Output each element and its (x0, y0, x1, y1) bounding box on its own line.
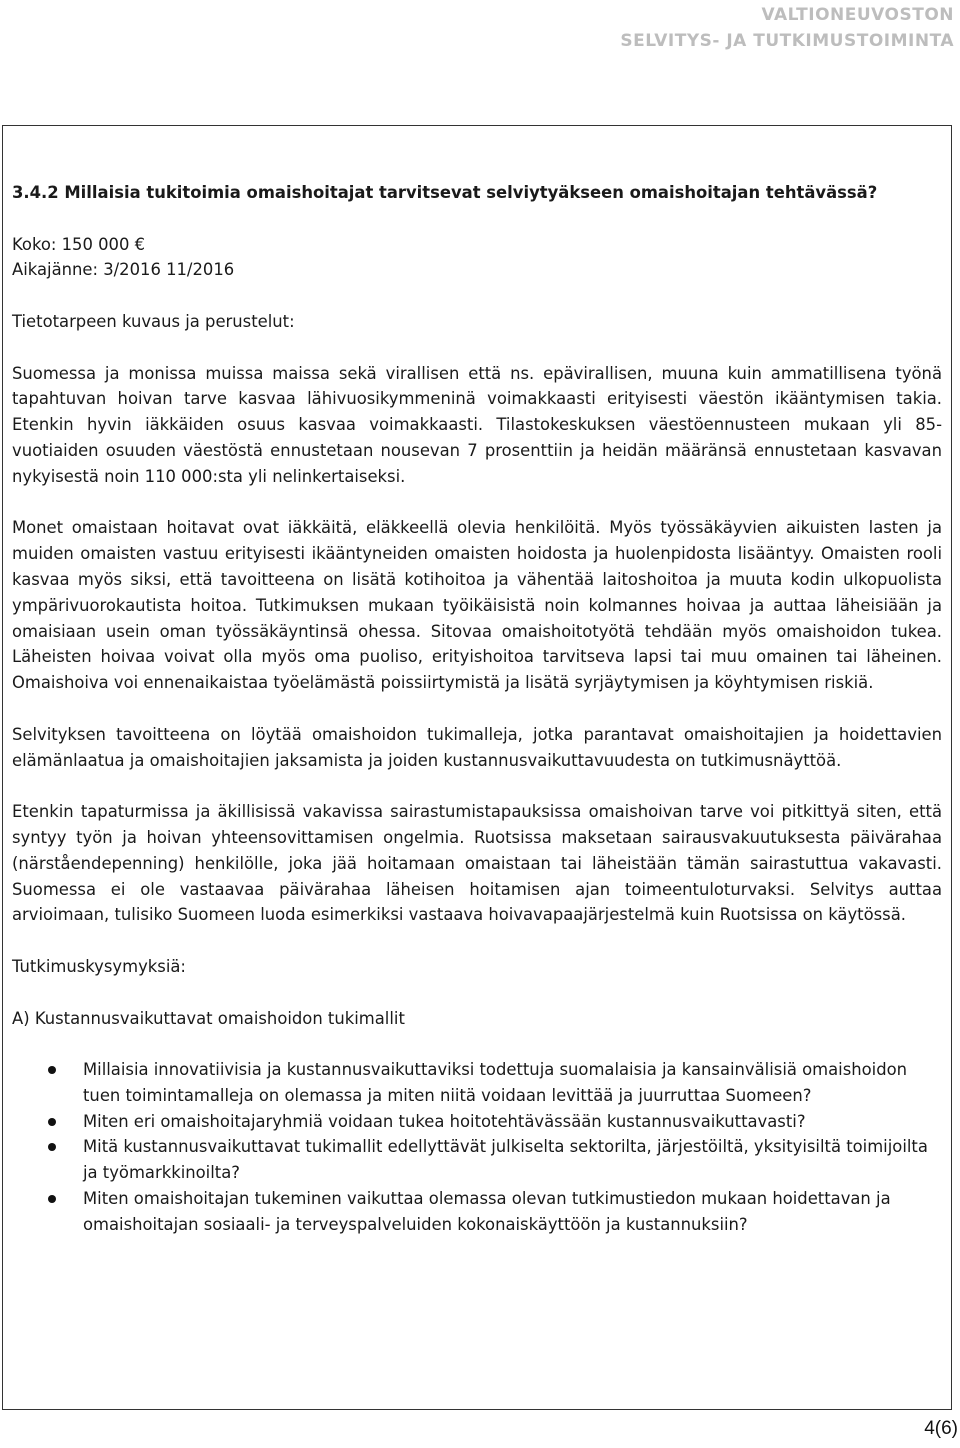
size-line: Koko: 150 000 € (12, 234, 146, 254)
paragraph-4: Etenkin tapaturmissa ja äkillisissä vakavissa sairastumistapauksissa omaishoivan tarve voi pitkittyä siten, että syntyy työn ja hoivan yhteensovittamisen ongelmia. Ruotsissa maksetaan sairausvakuutuksesta päivärahaa (närståendepenning) henkilölle, joka jää hoitamaan omaistaan tai läheistään tämän sairastuttua vakavasti. Suomessa ei ole vastaavaa päivärahaa läheisen hoitamisen ajan toimeentuloturvaksi. Selvitys auttaa arvioimaan, tulisiko Suomeen luoda esimerkiksi vastaava hoivavapaajärjestelmä kuin Ruotsissa on käytössä. (12, 802, 942, 925)
page-number: 4(6) (924, 1418, 958, 1439)
header-line-1: VALTIONEUVOSTON (761, 5, 954, 25)
list-item: Miten omaishoitajan tukeminen vaikuttaa olemassa olevan tutkimustiedon mukaan hoidettavan ja omaishoitajan sosiaali- ja terveyspalveluiden kokonaiskäyttöön ja kustannuksiin? (12, 1186, 942, 1238)
paragraph-1: Suomessa ja monissa muissa maissa sekä virallisen että ns. epävirallisen, muuna kuin ammatillisena työnä tapahtuvan hoivan tarve kasvaa lähivuosikymmeninä voimakkaasti erityisesti väestön ikääntymisen takia. Etenkin hyvin iäkkäiden osuus kasvaa voimakkaasti. Tilastokeskuksen väestöennusteen mukaan yli 85-vuotiaiden osuuden väestöstä ennustetaan nousevan 7 prosenttiin ja heidän määränsä ennustetaan kasvavan nykyisestä noin 110 000:sta yli nelinkertaiseksi. (12, 363, 942, 486)
section-title: 3.4.2 Millaisia tukitoimia omaishoitajat tarvitsevat selviytyäkseen omaishoitajan tehtävässä? (12, 183, 878, 202)
document-body (12, 180, 942, 1238)
header-line-2: SELVITYS- JA TUTKIMUSTOIMINTA (620, 31, 954, 51)
page-header (620, 2, 954, 54)
needs-heading: Tietotarpeen kuvaus ja perustelut: (12, 311, 295, 331)
period-line: Aikajänne: 3/2016 11/2016 (12, 260, 235, 280)
list-item: Millaisia innovatiivisia ja kustannusvaikuttaviksi todettuja suomalaisia ja kansainvälisiä omaishoidon tuen toimintamalleja on olemassa ja miten niitä voidaan levittää ja juurruttaa Suomeen? (12, 1057, 942, 1109)
question-list (12, 1057, 942, 1238)
list-item: Mitä kustannusvaikuttavat tukimallit edellyttävät julkiselta sektorilta, järjestöiltä, yksityisiltä toimijoilta ja työmarkkinoilta? (12, 1134, 942, 1186)
list-item: Miten eri omaishoitajaryhmiä voidaan tukea hoitotehtävässään kustannusvaikuttavasti? (12, 1109, 942, 1135)
paragraph-2: Monet omaistaan hoitavat ovat iäkkäitä, eläkkeellä olevia henkilöitä. Myös työssäkäyvien aikuisten lasten ja muiden omaisten vastuu erityisesti ikääntyneiden omaisten hoidosta ja huolenpidosta lisääntyy. Omaisten rooli kasvaa myös siksi, että tavoitteena on lisätä kotihoitoa ja vähentää laitoshoitoa ja muuta kodin ulkopuolista ympärivuorokautista hoitoa. Tutkimuksen mukaan työikäisistä noin kolmannes hoivaa ja auttaa läheisiään ja omaisiaan usein oman työssäkäyntinsä ohessa. Sitovaa omaishoitotyötä tehdään myös omaishoidon tukea. Läheisten hoivaa voivat olla myös oma puoliso, erityishoitoa tarvitseva lapsi tai muu omainen tai läheinen. Omaishoiva voi ennenaikaistaa työelämästä poissiirtymistä ja lisätä syrjäytymisen ja köyhtymisen riskiä. (12, 518, 942, 693)
group-a-heading: A) Kustannusvaikuttavat omaishoidon tukimallit (12, 1008, 405, 1028)
questions-heading: Tutkimuskysymyksiä: (12, 956, 186, 976)
paragraph-3: Selvityksen tavoitteena on löytää omaishoidon tukimalleja, jotka parantavat omaishoitajien ja hoidettavien elämänlaatua ja omaishoitajien jaksamista ja joiden kustannusvaikuttavuudesta on tutkimusnäyttöä. (12, 724, 942, 770)
